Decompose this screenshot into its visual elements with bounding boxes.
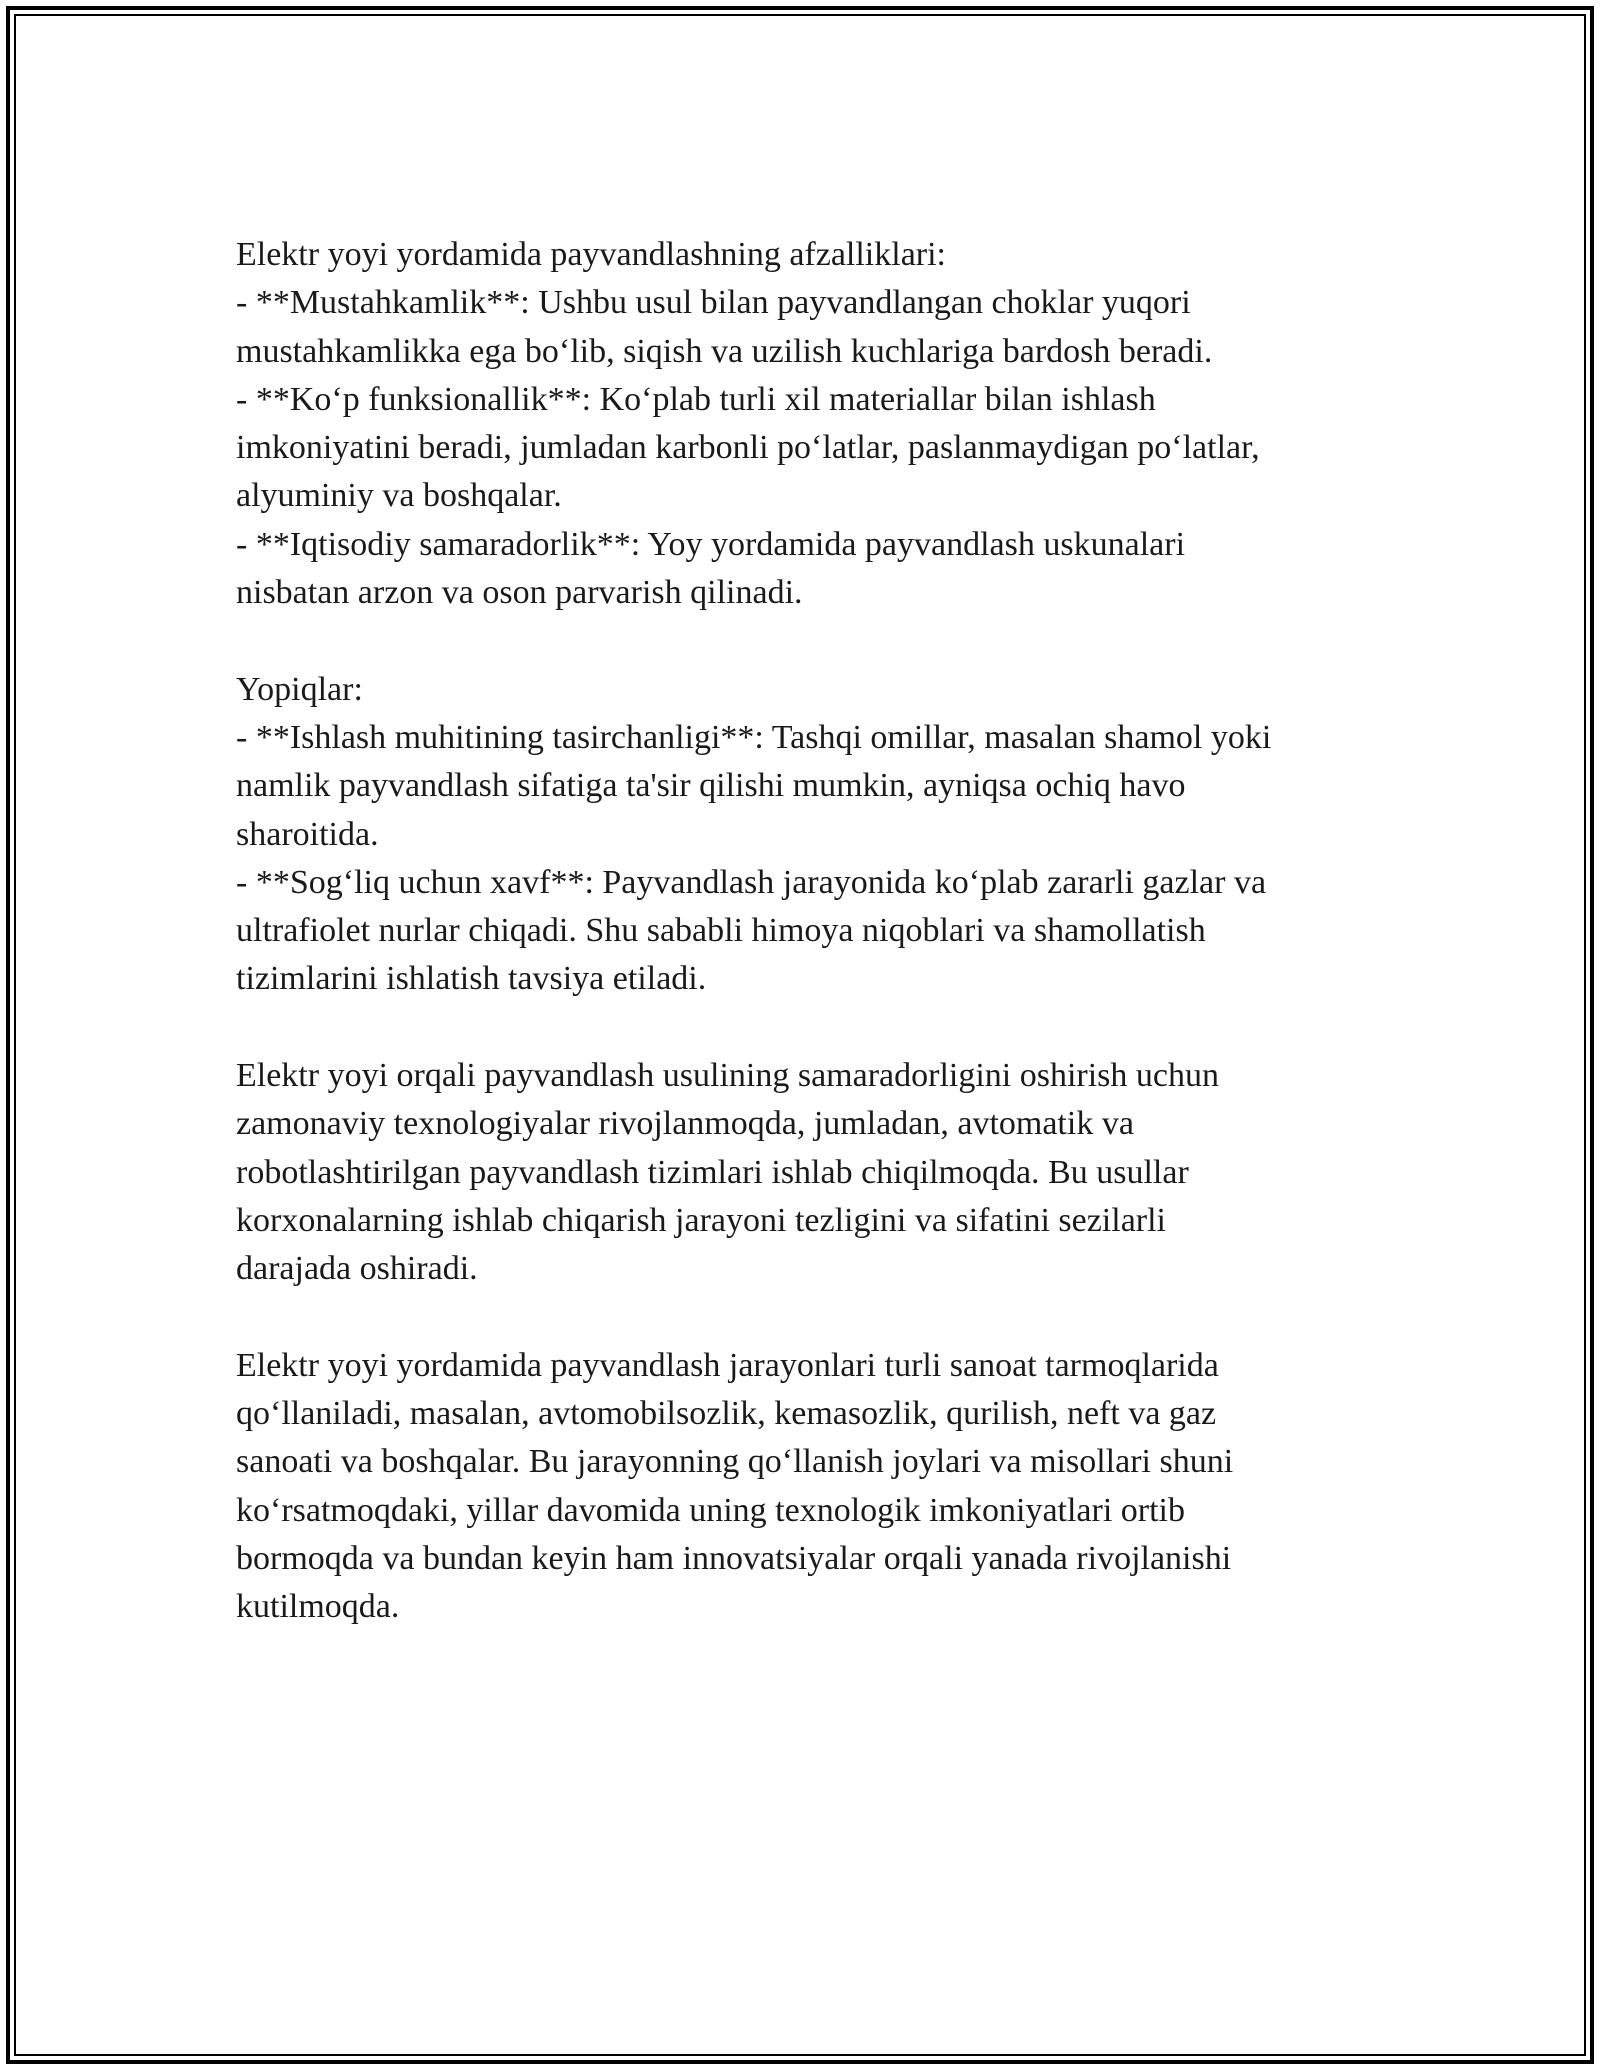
- text-line: imkoniyatini beradi, jumladan karbonli po‘latlar, paslanmaydigan po‘latlar,: [236, 429, 1260, 467]
- text-line: - **Ishlash muhitining tasirchanligi**: Tashqi omillar, masalan shamol yoki: [236, 718, 1272, 756]
- text-line: nisbatan arzon va oson parvarish qilinadi.: [236, 574, 803, 612]
- text-line: korxonalarning ishlab chiqarish jarayoni tezligini va sifatini sezilarli: [236, 1201, 1167, 1239]
- text-line: Elektr yoyi yordamida payvandlash jarayonlari turli sanoat tarmoqlarida: [236, 1346, 1219, 1384]
- text-line: ko‘rsatmoqdaki, yillar davomida uning texnologik imkoniyatlari ortib: [236, 1491, 1185, 1529]
- paragraph-yopiqlar: [236, 666, 1386, 1004]
- text-line: Elektr yoyi orqali payvandlash usulining samaradorligini oshirish uchun: [236, 1057, 1219, 1095]
- text-line: - **Sog‘liq uchun xavf**: Payvandlash jarayonida ko‘plab zararli gazlar va: [236, 863, 1267, 901]
- text-line: mustahkamlikka ega bo‘lib, siqish va uzilish kuchlariga bardosh beradi.: [236, 332, 1213, 370]
- paragraph-heading: Yopiqlar:: [236, 670, 363, 708]
- text-line: sanoati va boshqalar. Bu jarayonning qo‘llanish joylari va misollari shuni: [236, 1443, 1234, 1481]
- paragraph-spacer: [236, 617, 1386, 665]
- document-body: [236, 231, 1386, 1632]
- paragraph-afzalliklar: [236, 231, 1386, 617]
- text-line: darajada oshiradi.: [236, 1250, 478, 1288]
- text-line: - **Ko‘p funksionallik**: Ko‘plab turli xil materiallar bilan ishlash: [236, 380, 1156, 418]
- text-line: namlik payvandlash sifatiga ta'sir qilishi mumkin, ayniqsa ochiq havo: [236, 767, 1186, 805]
- text-line: bormoqda va bundan keyin ham innovatsiyalar orqali yanada rivojlanishi: [236, 1540, 1232, 1578]
- paragraph-samaradorlik: [236, 1052, 1386, 1293]
- text-line: - **Mustahkamlik**: Ushbu usul bilan payvandlangan choklar yuqori: [236, 284, 1191, 322]
- text-line: sharoitida.: [236, 815, 379, 853]
- text-line: tizimlarini ishlatish tavsiya etiladi.: [236, 960, 707, 998]
- paragraph-heading: Elektr yoyi yordamida payvandlashning afzalliklari:: [236, 236, 946, 273]
- text-line: zamonaviy texnologiyalar rivojlanmoqda, jumladan, avtomatik va: [236, 1105, 1134, 1143]
- text-line: robotlashtirilgan payvandlash tizimlari ishlab chiqilmoqda. Bu usullar: [236, 1153, 1189, 1191]
- text-line: ultrafiolet nurlar chiqadi. Shu sababli himoya niqoblari va shamollatish: [236, 912, 1206, 950]
- paragraph-qollanilishi: [236, 1342, 1386, 1632]
- text-line: kutilmoqda.: [236, 1588, 400, 1626]
- paragraph-spacer: [236, 1004, 1386, 1052]
- paragraph-spacer: [236, 1294, 1386, 1342]
- text-line: - **Iqtisodiy samaradorlik**: Yoy yordamida payvandlash uskunalari: [236, 525, 1186, 563]
- text-line: alyuminiy va boshqalar.: [236, 477, 562, 515]
- text-line: qo‘llaniladi, masalan, avtomobilsozlik, kemasozlik, qurilish, neft va gaz: [236, 1395, 1217, 1433]
